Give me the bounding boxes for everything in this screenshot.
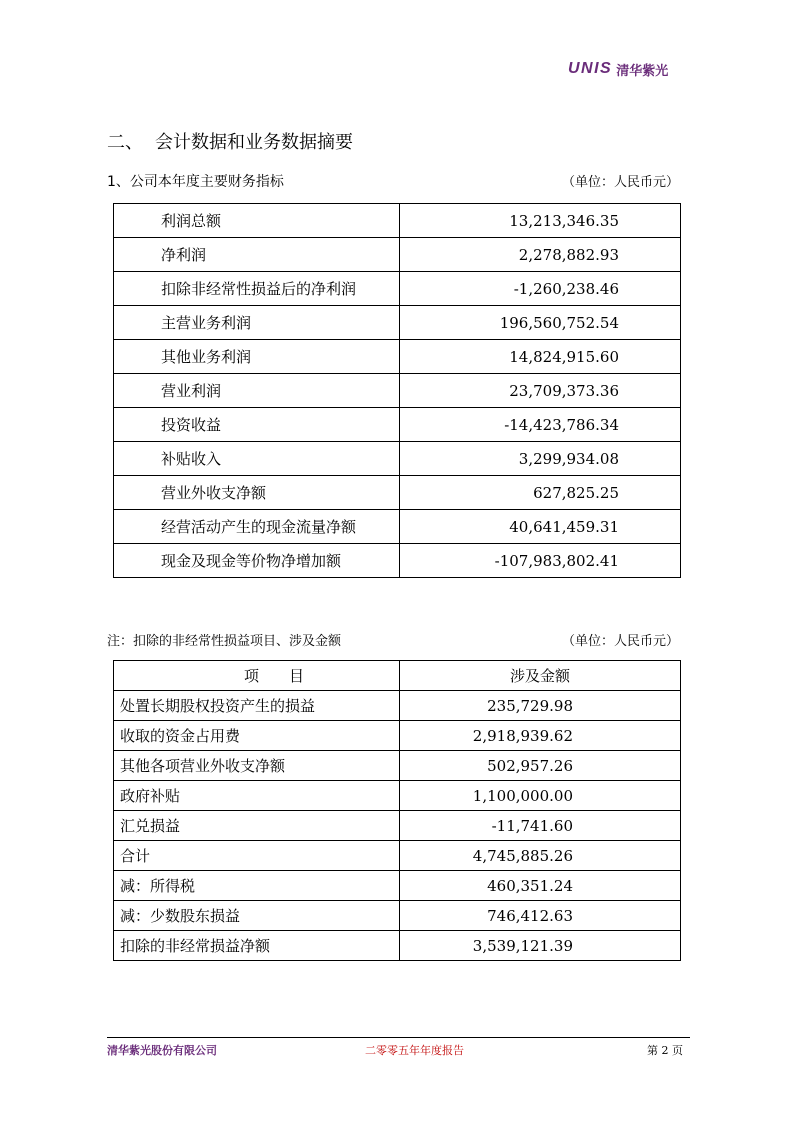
subsection-title: 1、公司本年度主要财务指标 [107,174,284,190]
row-value: 14,824,915.60 [400,340,681,374]
table-row [114,901,681,931]
row-value: -14,423,786.34 [400,408,681,442]
row-value: 2,918,939.62 [400,721,681,751]
non-recurring-items-table [113,660,681,961]
financial-indicators-table [113,203,681,578]
logo-name: 清华紫光 [616,63,669,79]
table-row [114,340,681,374]
row-label: 净利润 [114,238,400,272]
table-row [114,272,681,306]
table-row [114,204,681,238]
table-row [114,691,681,721]
note-header [107,630,679,649]
subsection-header [107,171,679,191]
row-label: 营业利润 [114,374,400,408]
row-label: 减：少数股东损益 [114,901,400,931]
table-header-row [114,661,681,691]
row-label: 合计 [114,841,400,871]
table-row [114,374,681,408]
table-row [114,510,681,544]
row-label: 扣除非经常性损益后的净利润 [114,272,400,306]
column-header-amount: 涉及金额 [400,661,681,691]
row-label: 扣除的非经常损益净额 [114,931,400,961]
section-title [107,128,353,154]
table-row [114,442,681,476]
row-value: 40,641,459.31 [400,510,681,544]
table-row [114,306,681,340]
table-row [114,476,681,510]
row-label: 利润总额 [114,204,400,238]
table-row [114,871,681,901]
footer-page-number: 第 2 页 [647,1044,683,1057]
row-value: 460,351.24 [400,871,681,901]
table-row [114,408,681,442]
logo-mark: UNIS [568,60,613,77]
row-label: 其他业务利润 [114,340,400,374]
row-value: 2,278,882.93 [400,238,681,272]
row-label: 营业外收支净额 [114,476,400,510]
footer-company: 清华紫光股份有限公司 [107,1044,217,1057]
table-row [114,811,681,841]
section-number: 二、 [107,132,143,153]
row-value: 502,957.26 [400,751,681,781]
row-value: 3,539,121.39 [400,931,681,961]
table-row [114,544,681,578]
row-value: 627,825.25 [400,476,681,510]
row-value: 3,299,934.08 [400,442,681,476]
row-label: 其他各项营业外收支净额 [114,751,400,781]
row-value: 1,100,000.00 [400,781,681,811]
row-label: 收取的资金占用费 [114,721,400,751]
row-label: 补贴收入 [114,442,400,476]
row-value: 13,213,346.35 [400,204,681,238]
row-label: 投资收益 [114,408,400,442]
row-label: 减：所得税 [114,871,400,901]
row-value: 196,560,752.54 [400,306,681,340]
table-row [114,721,681,751]
unit-label: （单位：人民币元） [561,634,679,649]
table-row [114,841,681,871]
row-value: 4,745,885.26 [400,841,681,871]
page-footer [107,1042,683,1058]
note-title: 注：扣除的非经常性损益项目、涉及金额 [107,634,342,649]
table-row [114,751,681,781]
section-title-text: 会计数据和业务数据摘要 [155,132,353,153]
row-label: 主营业务利润 [114,306,400,340]
row-value: -107,983,802.41 [400,544,681,578]
row-label: 经营活动产生的现金流量净额 [114,510,400,544]
row-value: 746,412.63 [400,901,681,931]
column-header-item: 项 目 [114,661,400,691]
row-value: 235,729.98 [400,691,681,721]
table-row [114,931,681,961]
table-row [114,238,681,272]
row-value: -1,260,238.46 [400,272,681,306]
table-row [114,781,681,811]
row-value: -11,741.60 [400,811,681,841]
row-label: 政府补贴 [114,781,400,811]
row-label: 汇兑损益 [114,811,400,841]
row-label: 处置长期股权投资产生的损益 [114,691,400,721]
footer-report-title: 二零零五年年度报告 [365,1044,464,1057]
footer-divider [107,1037,690,1038]
row-label: 现金及现金等价物净增加额 [114,544,400,578]
company-logo [568,58,668,80]
unit-label: （单位：人民币元） [561,175,679,190]
row-value: 23,709,373.36 [400,374,681,408]
